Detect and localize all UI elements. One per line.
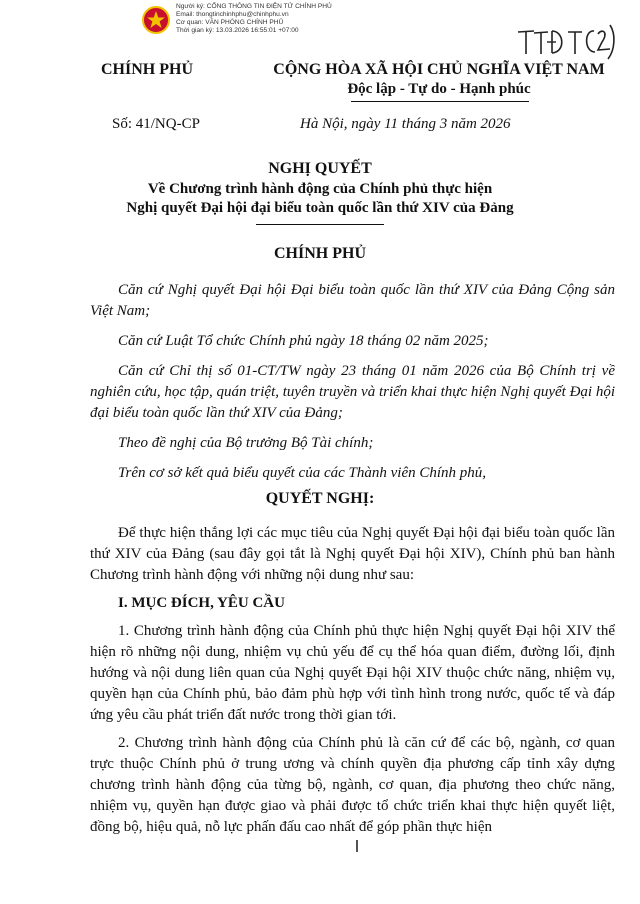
- legal-basis: [90, 280, 615, 493]
- document-subject: [0, 180, 640, 218]
- signature-email: Email: thongtinchinhphu@chinhphu.vn: [176, 11, 289, 18]
- signature-signer: Người ký: CỔNG THÔNG TIN ĐIỆN TỬ CHÍNH PHỦ: [176, 3, 332, 10]
- legal-basis-item: Căn cứ Nghị quyết Đại hội Đại biểu toàn quốc lần thứ XIV của Đảng Cộng sản Việt Nam;: [90, 282, 615, 319]
- document-body: [90, 523, 615, 845]
- signature-agency: Cơ quan: VĂN PHÒNG CHÍNH PHỦ: [176, 19, 284, 26]
- national-motto: Độc lập - Tự do - Hạnh phúc: [347, 81, 531, 97]
- issuing-authority: CHÍNH PHỦ: [101, 61, 193, 78]
- legal-basis-item: Theo đề nghị của Bộ trưởng Bộ Tài chính;: [118, 435, 374, 451]
- motto-underline: [351, 101, 529, 102]
- legal-basis-item: Trên cơ sở kết quả biểu quyết của các Thành viên Chính phủ,: [118, 465, 487, 481]
- signature-time: Thời gian ký: 13.03.2026 16:55:01 +07:00: [176, 27, 299, 34]
- intro-paragraph: Để thực hiện thắng lợi các mục tiêu của Nghị quyết Đại hội đại biểu toàn quốc lần thứ XIV của Đảng (sau đây gọi tắt là Nghị quyết Đại hội XIV), Chính phủ ban hành Chương trình hành động với những nội dung như sau:: [90, 525, 615, 583]
- legal-basis-item: Căn cứ Luật Tổ chức Chính phủ ngày 18 tháng 02 năm 2025;: [118, 333, 489, 349]
- legal-basis-item: Căn cứ Chỉ thị số 01-CT/TW ngày 23 tháng 01 năm 2026 của Bộ Chính trị về nghiên cứu, học tập, quán triệt, tuyên truyền và triển khai thực hiện Nghị quyết Đại hội đại biểu toàn quốc lần thứ XIV của Đảng;: [90, 363, 616, 421]
- document-type: NGHỊ QUYẾT: [268, 160, 372, 177]
- document-number: Số: 41/NQ-CP: [112, 116, 200, 132]
- subject-underline: [256, 224, 384, 225]
- issuer-heading: CHÍNH PHỦ: [274, 245, 366, 262]
- national-title: CỘNG HÒA XÃ HỘI CHỦ NGHĨA VIỆT NAM: [273, 61, 605, 78]
- body-paragraph: 2. Chương trình hành động của Chính phủ là căn cứ để các bộ, ngành, cơ quan trực thuộc Chính phủ ở trung ương và chính quyền địa phương cấp tỉnh xây dựng chương trình hành động của từng bộ, ngành, cơ quan, địa phương theo chức năng, nhiệm vụ, quyền hạn được giao và phải được tổ chức triển khai thực hiện quyết liệt, đồng bộ, hiệu quả, nỗ lực phấn đấu cao nhất để góp phần thực hiện: [90, 735, 615, 835]
- national-emblem-icon: [142, 5, 170, 35]
- subject-line-1: Về Chương trình hành động của Chính phủ thực hiện: [147, 181, 493, 197]
- section-heading: I. MỤC ĐÍCH, YÊU CẦU: [118, 595, 285, 611]
- subject-line-2: Nghị quyết Đại hội đại biểu toàn quốc lần thứ XIV của Đảng: [126, 200, 514, 216]
- body-paragraph: 1. Chương trình hành động của Chính phủ thực hiện Nghị quyết Đại hội XIV thể hiện rõ những nội dung, nhiệm vụ chủ yếu để cụ thể hóa quan điểm, đường lối, định hướng và nội dung liên quan của Nghị quyết Đại hội XIV thuộc chức năng, nhiệm vụ, quyền hạn của Chính phủ, bảo đảm phù hợp với tình hình trong nước, quốc tế và đáp ứng yêu cầu phát triển đất nước trong thời gian tới.: [90, 623, 615, 723]
- place-and-date: Hà Nội, ngày 11 tháng 3 năm 2026: [300, 116, 511, 132]
- scan-mark: [356, 840, 358, 852]
- handwritten-note: [516, 22, 616, 62]
- digital-signature-block: [142, 3, 402, 43]
- decision-heading: QUYẾT NGHỊ:: [265, 490, 375, 507]
